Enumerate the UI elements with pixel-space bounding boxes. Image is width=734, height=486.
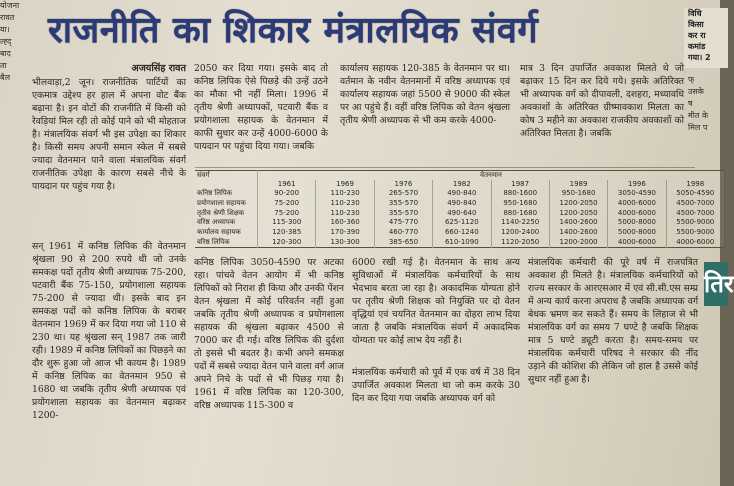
column-3-bottom-2	[352, 366, 520, 484]
table-year-header: 1969	[316, 180, 374, 189]
table-cell: 120-385	[258, 228, 316, 238]
edge-fragment: ता	[0, 61, 7, 70]
table-cell: 1200-2050	[549, 208, 607, 218]
table-cell: 1200-2400	[491, 228, 549, 238]
table-cell: 475-770	[374, 218, 432, 228]
table-cell: 1400-2600	[549, 228, 607, 238]
column-3-top	[340, 62, 510, 166]
table-cell: 1200-2050	[549, 199, 607, 209]
table-cell: 355-570	[374, 208, 432, 218]
table-cell: 5500-9000	[666, 218, 724, 228]
edge-fragment: या।	[0, 25, 10, 34]
table-cell: 610-1090	[433, 237, 491, 247]
table-cell: 385-650	[374, 237, 432, 247]
left-edge-strip	[0, 0, 18, 120]
right-corner-clipping	[684, 8, 728, 68]
right-edge-strip	[688, 74, 720, 134]
table-cell: 170-390	[316, 228, 374, 238]
column-3-bottom	[352, 256, 520, 364]
table-cell: 4500-7000	[666, 199, 724, 209]
table-cell: 5000-8000	[608, 228, 666, 238]
column-2-bottom	[194, 256, 344, 484]
table-cell: 1140-2250	[491, 218, 549, 228]
table-header-super	[195, 171, 725, 181]
table-cell: 4000-6000	[666, 237, 724, 247]
table-cell: 490-840	[433, 189, 491, 199]
edge-fragment: मीत के	[688, 111, 709, 120]
table-cell: 950-1680	[491, 199, 549, 209]
table-cell: 115-300	[258, 218, 316, 228]
edge-fragment: विधि	[688, 9, 702, 18]
table-super-header: वेतनमान	[258, 171, 725, 181]
table-cell: 660-1240	[433, 228, 491, 238]
table-cell: 460-770	[374, 228, 432, 238]
table-row	[195, 228, 725, 238]
table-cell: 880-1680	[491, 208, 549, 218]
table-cell: 1120-2050	[491, 237, 549, 247]
table-row	[195, 199, 725, 209]
edge-fragment: मिल प	[688, 123, 708, 132]
table-year-header: 1998	[666, 180, 724, 189]
pay-scale-table	[195, 170, 725, 248]
table-cell: 4000-6000	[608, 208, 666, 218]
table-year-row	[195, 180, 725, 189]
table-row	[195, 237, 725, 247]
paragraph: 6000 रखी गई है। वेतनमान के साथ अन्य सुविधाओं में मंत्रालयिक कर्मचारियों के साथ भेदभाव बरता जा रहा है। अकादमिक योग्यता होने पर तृतीय श्रेणी शिक्षक को नियुक्ति पर दो वेतन वृद्धियां एवं चयनित वेतनमान का दोहरा लाभ दिया जाता है जबकि मंत्रालयिक संवर्ग में अकादमिक योग्यता पर कोई लाभ देय नहीं है।	[352, 257, 520, 346]
table-cell: 110-230	[316, 199, 374, 209]
table-year-header: 1976	[374, 180, 432, 189]
table-year-header: 1982	[433, 180, 491, 189]
table-row-label: वरिष्ठ लिपिक	[195, 237, 258, 247]
column-1-top	[32, 62, 186, 238]
paragraph: मंत्रालयिक कर्मचारी को पूर्व में एक वर्ष में 38 दिन उपार्जित अवकाश मिलता था जो कम करके 30 दिन कर दिया गया जबकि अध्यापक वर्ग को	[352, 367, 520, 404]
paragraph: मंत्रालयिक कर्मचारी की पूरे वर्ष में राजपत्रित अवकाश ही मिलते है। मंत्रालयिक कर्मचारियों को राज्य सरकार के आरएसआर में एवं सी.सी.एस सम्प्र में अन्य कार्य करना अपराध है जबकि अध्यापक वर्ग बेधक भ्रमण कर सकते हैं। समय के लिहाज से भी मंत्रालयिक वर्ग का समय 7 घण्टे है जबकि शिक्षक मात्र 5 घण्टे ड्यूटी करता है। समय-समय पर मंत्रालयिक कर्मचारी परिषद ने सरकार की नींद उड़ाने की कोशिश की लेकिन जो हाल है उससे कोई सुधार नहीं हुआ है।	[528, 257, 698, 385]
table-cell: 265-570	[374, 189, 432, 199]
edge-fragment: उसके	[688, 87, 704, 96]
table-row	[195, 189, 725, 199]
table-cell: 4000-6000	[608, 199, 666, 209]
table-cell: 4000-6000	[608, 237, 666, 247]
table-cell: 490-640	[433, 208, 491, 218]
empty-header-cell	[195, 180, 258, 189]
table-cell: 75-200	[258, 199, 316, 209]
table-cell: 120-300	[258, 237, 316, 247]
table-cell: 4500-7000	[666, 208, 724, 218]
table-cell: 880-1600	[491, 189, 549, 199]
table-cell: 90-200	[258, 189, 316, 199]
table-body	[195, 189, 725, 248]
table-cell: 625-1120	[433, 218, 491, 228]
table-cell: 110-230	[316, 208, 374, 218]
edge-fragment: बैल	[0, 73, 10, 82]
table-year-header: 1989	[549, 180, 607, 189]
table-cell: 1200-2000	[549, 237, 607, 247]
table-cell: 490-840	[433, 199, 491, 209]
table-row	[195, 208, 725, 218]
edge-fragment: किसा	[688, 20, 704, 29]
table-year-header: 1961	[258, 180, 316, 189]
table-cell: 110-230	[316, 189, 374, 199]
paragraph: भीलवाड़ा,2 जून। राजनीतिक पार्टियों का एकमात्र उद्देश्य हर हाल में अपना वोट बैंक बढ़ाना है। इन वोटों की राजनीति में किसी को रेवड़ियां मिल रही तो कोई पाने को भी मोहताज है। मंत्रालयिक संवर्ग भी इस उपेक्षा का शिकार है। किसी समय अपनी समान स्केल में सबसे ज्यादा वेतनमान पाने वाला मंत्रालयिक संवर्ग राजनीतिक उपेक्षा के कारण सबसे नीचे के पायदान पर पहुंच गया है।	[32, 77, 186, 192]
table-rule	[195, 167, 695, 168]
column-1-bottom	[32, 240, 186, 480]
paragraph: सन् 1961 में कनिष्ठ लिपिक की वेतनमान श्रृंखला 90 से 200 रुपये थी जो उनके समकक्ष पदों तृतीय श्रेणी अध्यापक 75-200, पटवारी बैंक 75-150, प्रयोगशाला सहायक 75-200 से ज्यादा थी। इसके बाद इन समकक्ष पदों को कनिष्ठ लिपिक के बराबर वेतनमान 1969 में कर दिया गया जो 110 से 230 था। यह श्रृंखला सन् 1987 तक जारी रही। 1989 में कनिष्ठ लिपिकों का पिछड़ने का दौर शुरू हुआ जो आज भी कायम है। 1989 में कनिष्ठ लिपिक का वेतनमान 950 से 1680 था जबकि तृतीय श्रेणी अध्यापक एवं प्रयोगशाला सहायक का वेतनमान बढ़ाकर 1200-	[32, 241, 186, 421]
article-headline: राजनीति का शिकार मंत्रालयिक संवर्ग	[48, 10, 539, 51]
table-cell: 3050-4590	[608, 189, 666, 199]
paragraph: 2050 कर दिया गया। इसके बाद तो कनिष्ठ लिपिक ऐसे पिछड़े की उन्हें उठने का मौका भी नहीं मिला। 1996 में तृतीय श्रेणी अध्यापकों, पटवारी बैंक व प्रयोगशाला सहायक के वेतनमान में काफी सुधार कर उन्हें 4000-6000 के पायदान पर पहुंचा दिया गया। जबकि	[194, 63, 328, 152]
table-year-header: 1996	[608, 180, 666, 189]
table-cell: 5000-8000	[608, 218, 666, 228]
edge-fragment: कर रा	[688, 31, 706, 40]
paragraph: कनिष्ठ लिपिक 3050-4590 पर अटका रहा। पांचवे वेतन आयोग में भी कनिष्ठ लिपिकों को निराश ही किया और उनकी पेंशन वेतन श्रृंखला में कोई परिवर्तन नहीं हुआ जबकि तृतीय श्रेणी अध्यापक व प्रयोगशाला सहायक की श्रृंखला बढ़ाकर 4500 से 7000 कर दी गई। वरिष्ठ लिपिक की दुर्दशा तो इससे भी बदतर है। कभी अपने समकक्ष पदों में सबसे ज्यादा वेतन पाने वाला वर्ग आज अपने निचे के पदों से भी पिछड़ गया है। 1961 में वरिष्ठ लिपिक का 120-300, वरिष्ठ अध्यापक 115-300 व	[194, 257, 344, 411]
table-cell: 5500-9000	[666, 228, 724, 238]
table-year-header: 1987	[491, 180, 549, 189]
edge-fragment: कमांड	[688, 42, 706, 51]
table-row-label: वरिष्ठ अध्यापक	[195, 218, 258, 228]
edge-fragment: बाद	[0, 49, 11, 58]
column-4-top	[520, 62, 684, 166]
byline: अजयसिंह रावत	[131, 63, 186, 74]
table-caption: संवर्ग	[195, 171, 258, 181]
table-row-label: कार्यालय सहायक	[195, 228, 258, 238]
edge-fragment: गया। 2	[688, 53, 711, 62]
side-section-tag: तिर	[704, 262, 728, 306]
table-cell: 5050-4590	[666, 189, 724, 199]
table-cell: 160-360	[316, 218, 374, 228]
edge-fragment: योजना	[0, 1, 20, 10]
paragraph: कार्यालय सहायक 120-385 के वेतनमान पर था। वर्तमान के नवीन वेतनमानों में वरिष्ठ अध्यापक एवं कार्यालय सहायक जहां 5500 से 9000 की स्केल पर आ पहुंचे हैं। वहीं वरिष्ठ लिपिक को वेतन श्रृंखला तृतीय श्रेणी अध्यापक से भी कम करके 4000-	[340, 63, 510, 126]
edge-fragment: रावत	[0, 13, 15, 22]
table-row-label: तृतीय श्रेणी शिक्षक	[195, 208, 258, 218]
edge-fragment: ल्ह्द्	[0, 37, 12, 46]
table-row	[195, 218, 725, 228]
edge-fragment: फ्	[688, 75, 695, 84]
table-cell: 1400-2600	[549, 218, 607, 228]
column-4-bottom	[528, 256, 698, 484]
table-cell: 75-200	[258, 208, 316, 218]
table-row-label: प्रयोगशाला सहायक	[195, 199, 258, 209]
column-2-top	[194, 62, 328, 166]
table-row-label: कनिष्ठ लिपिक	[195, 189, 258, 199]
table-cell: 950-1680	[549, 189, 607, 199]
paragraph: मात्र 3 दिन उपार्जित अवकाश मिलते थे जो बढ़ाकर 15 दिन कर दिये गये। इसके अतिरिक्त भी अध्यापक वर्ग को दीपावली, दशहरा, मध्यावधि अवकाशों के अतिरिक्त ग्रीष्मावकाश मिलता का कोष 3 महीने का अवकाश राजकीय अवकाशों को अतिरिक्त मिलता है। जबकि	[520, 63, 684, 139]
table-cell: 355-570	[374, 199, 432, 209]
table-cell: 130-300	[316, 237, 374, 247]
edge-fragment: ष	[688, 99, 693, 108]
